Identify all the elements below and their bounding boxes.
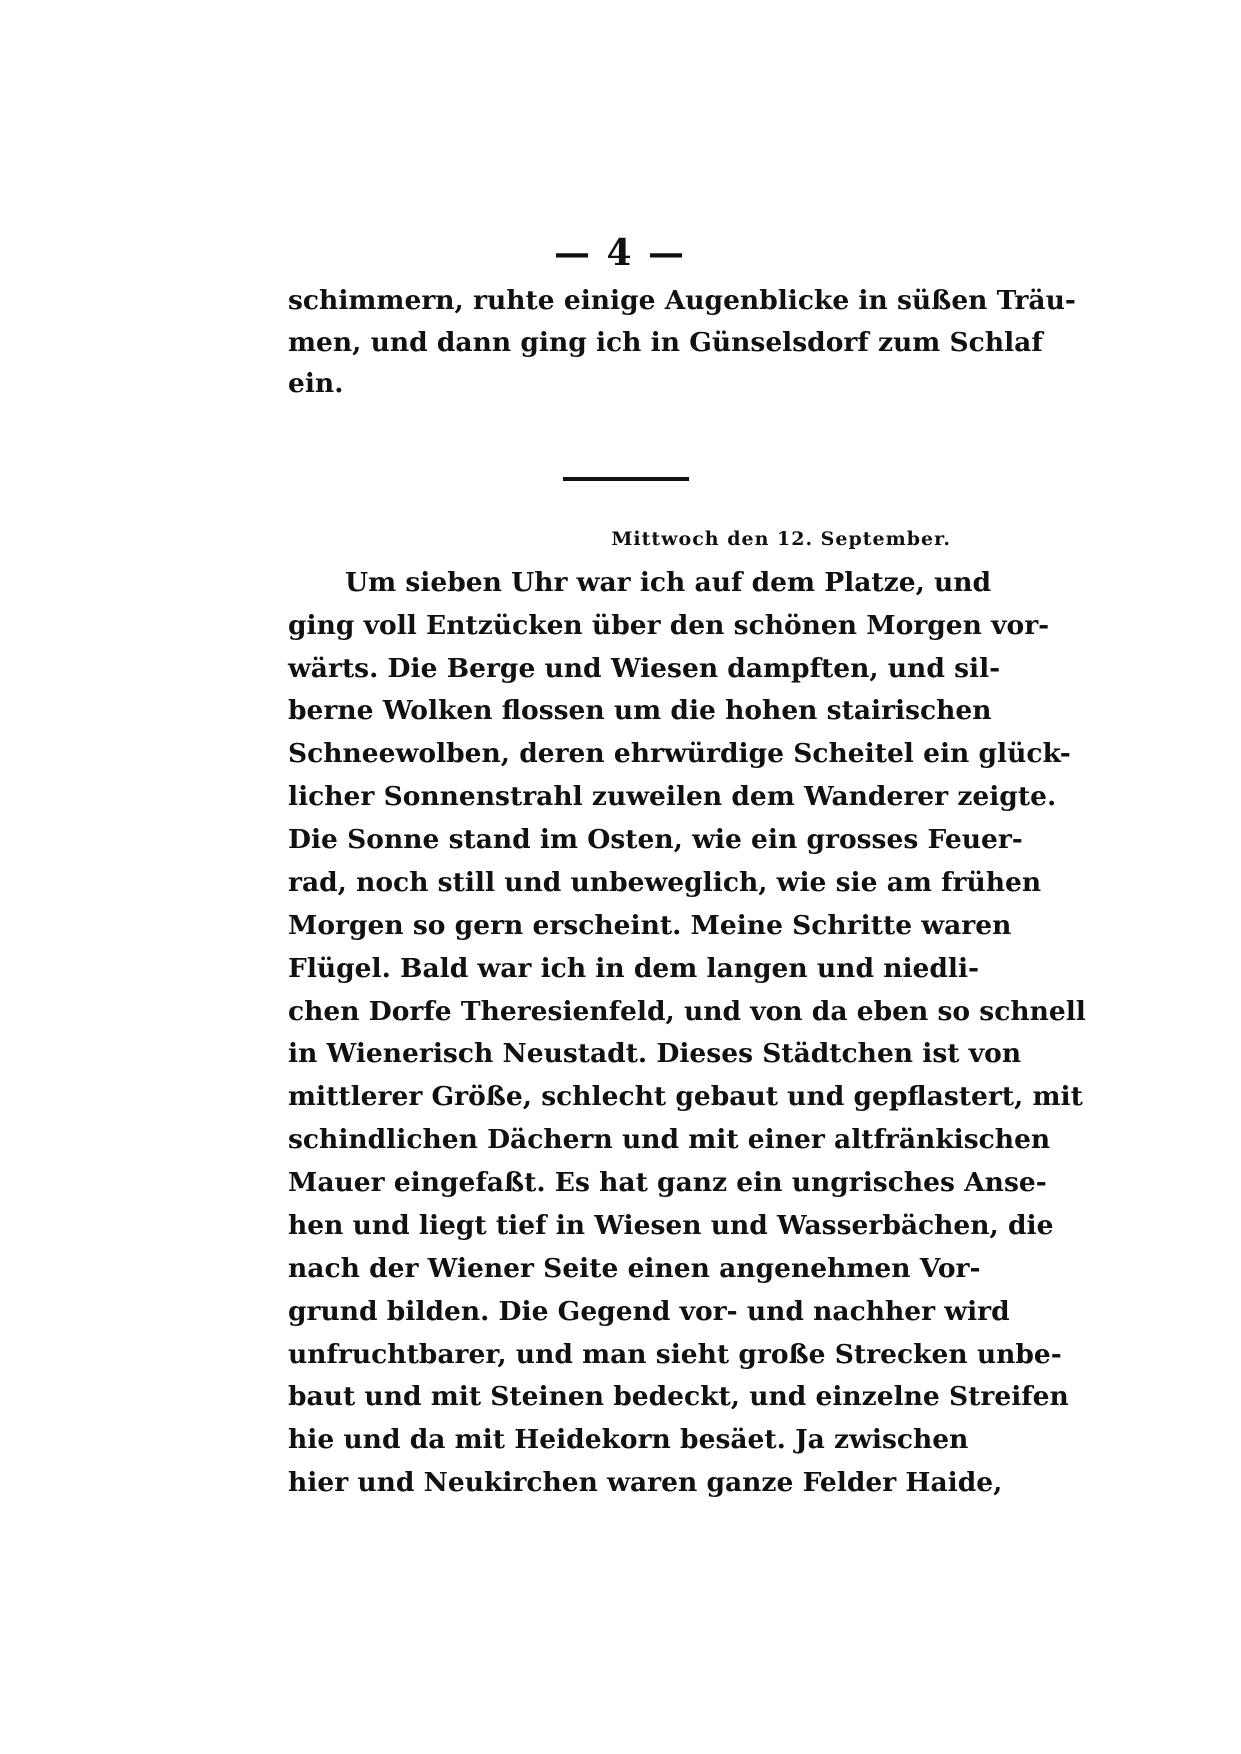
body-line: nach der Wiener Seite einen angenehmen Vor- (288, 1253, 981, 1284)
body-line: Schneewolben, deren ehrwürdige Scheitel ein glück- (288, 738, 1071, 769)
body-line: licher Sonnenstrahl zuweilen dem Wanderer zeigte. (288, 781, 1057, 812)
body-line: baut und mit Steinen bedeckt, und einzelne Streifen (288, 1381, 1069, 1412)
body-line: in Wienerisch Neustadt. Dieses Städtchen ist von (288, 1038, 1022, 1069)
body-line: wärts. Die Berge und Wiesen dampften, und sil- (288, 653, 1001, 684)
body-line: hie und da mit Heidekorn besäet. Ja zwischen (288, 1424, 969, 1455)
body-line: chen Dorfe Theresienfeld, und von da eben so schnell (288, 996, 1086, 1027)
entry-date: Mittwoch den 12. September. (611, 528, 951, 550)
intro-line: ein. (288, 368, 344, 399)
body-line: berne Wolken flossen um die hohen stairischen (288, 695, 992, 726)
body-line: rad, noch still und unbeweglich, wie sie am frühen (288, 867, 1042, 898)
intro-line: schimmern, ruhte einige Augenblicke in süßen Träu- (288, 285, 1076, 316)
body-line: mittlerer Größe, schlecht gebaut und gepflastert, mit (288, 1081, 1083, 1112)
page-number: — 4 — (553, 232, 687, 274)
body-line: hen und liegt tief in Wiesen und Wasserbächen, die (288, 1210, 1054, 1241)
body-line: Die Sonne stand im Osten, wie ein grosses Feuer- (288, 824, 1023, 855)
intro-line: men, und dann ging ich in Günselsdorf zum Schlaf (288, 327, 1043, 358)
body-line: Um sieben Uhr war ich auf dem Platze, und (345, 567, 992, 598)
body-line: hier und Neukirchen waren ganze Felder Haide, (288, 1467, 1003, 1498)
body-line: unfruchtbarer, und man sieht große Strecken unbe- (288, 1339, 1062, 1370)
body-line: Morgen so gern erscheint. Meine Schritte waren (288, 910, 1012, 941)
section-divider (563, 477, 689, 481)
body-line: Flügel. Bald war ich in dem langen und niedli- (288, 953, 980, 984)
body-line: schindlichen Dächern und mit einer altfränkischen (288, 1124, 1051, 1155)
body-line: ging voll Entzücken über den schönen Morgen vor- (288, 610, 1050, 641)
body-line: Mauer eingefaßt. Es hat ganz ein ungrisches Anse- (288, 1167, 1047, 1198)
body-line: grund bilden. Die Gegend vor- und nachher wird (288, 1296, 1010, 1327)
